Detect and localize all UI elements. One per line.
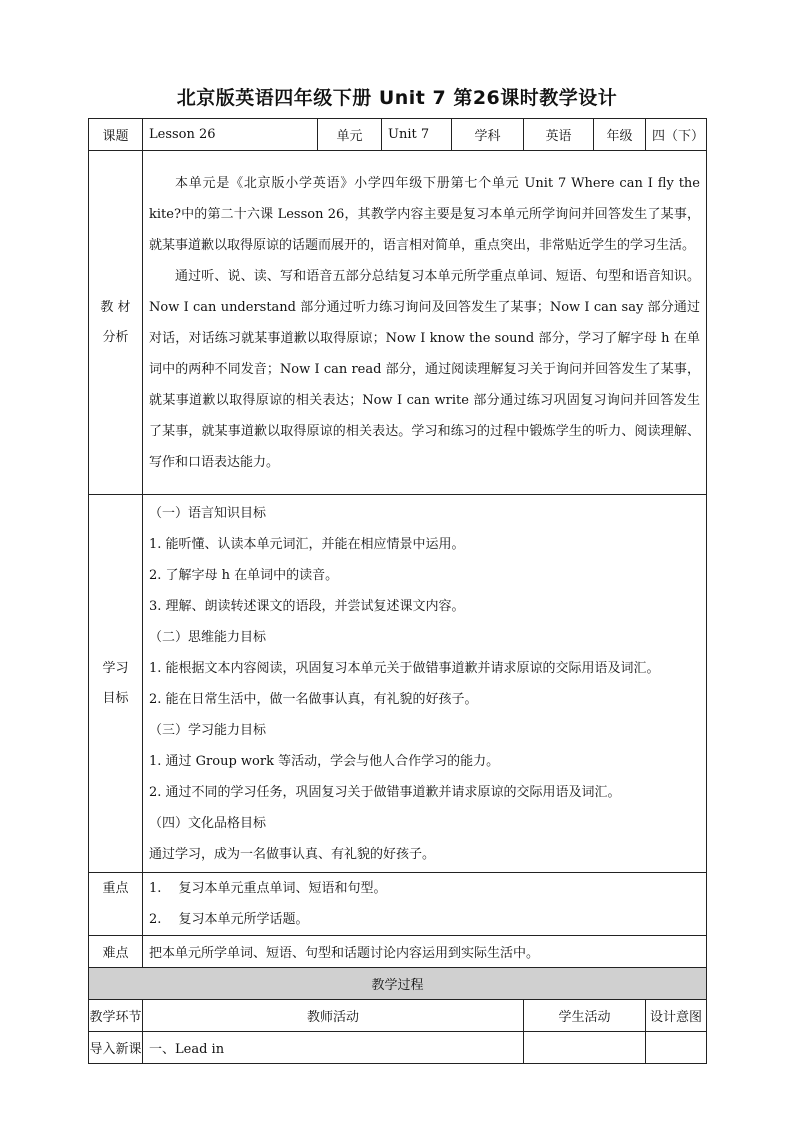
key-point-item: 1. 复习本单元重点单词、短语和句型。	[149, 881, 387, 896]
objective-line: 通过学习，成为一名做事认真、有礼貌的好孩子。	[149, 846, 436, 862]
student-activity-cell	[524, 1032, 646, 1064]
subject-label: 学科	[452, 119, 524, 151]
objectives-label-line1: 学习	[102, 660, 129, 676]
objective-line: 1. 能根据文本内容阅读，巩固复习本单元关于做错事道歉并请求原谅的交际用语及词汇。	[149, 660, 660, 676]
analysis-row	[89, 151, 707, 495]
col-stage-header: 教学环节	[89, 1000, 143, 1032]
analysis-label-line2: 分析	[102, 329, 129, 345]
objectives-row	[89, 495, 707, 873]
col-intent-header: 设计意图	[646, 1000, 707, 1032]
header-row	[89, 119, 707, 151]
key-points-label: 重点	[89, 873, 143, 936]
teacher-activity-cell: 一、Lead in	[143, 1032, 524, 1064]
analysis-paragraph: 本单元是《北京版小学英语》小学四年级下册第七个单元 Unit 7 Where can I fly the kite?中的第二十六课 Lesson 26，其教学内容主要是复习本单元所学询问并回答发生了某事，就某事道歉以取得原谅的话题而展开的，语言相对简单，重点突出，非常贴近学生的学习生活。	[149, 175, 700, 253]
grade-value: 四（下）	[646, 119, 707, 151]
key-points-content	[143, 873, 707, 936]
col-teacher-header: 教师活动	[143, 1000, 524, 1032]
objective-line: 2. 通过不同的学习任务，巩固复习关于做错事道歉并请求原谅的交际用语及词汇。	[149, 784, 621, 800]
design-intent-cell	[646, 1032, 707, 1064]
analysis-content	[143, 151, 707, 495]
analysis-label-line1: 教 材	[100, 299, 131, 315]
objectives-content	[143, 495, 707, 873]
key-points-row	[89, 873, 707, 936]
objective-line: （二）思维能力目标	[149, 629, 267, 645]
stage-cell: 导入新课	[89, 1032, 143, 1064]
objective-line: 2. 能在日常生活中，做一名做事认真，有礼貌的好孩子。	[149, 691, 478, 707]
process-row	[89, 1032, 707, 1064]
difficulty-content: 把本单元所学单词、短语、句型和话题讨论内容运用到实际生活中。	[143, 936, 707, 968]
objective-line: （一）语言知识目标	[149, 505, 267, 521]
col-student-header: 学生活动	[524, 1000, 646, 1032]
grade-label: 年级	[594, 119, 646, 151]
objectives-label-line2: 目标	[102, 690, 129, 706]
subject-value: 英语	[524, 119, 594, 151]
objective-line: （四）文化品格目标	[149, 815, 267, 831]
key-point-item: 2. 复习本单元所学话题。	[149, 912, 309, 927]
course-label: 课题	[89, 119, 143, 151]
course-value: Lesson 26	[143, 119, 318, 151]
objective-line: 2. 了解字母 h 在单词中的读音。	[149, 567, 339, 583]
objective-line: （三）学习能力目标	[149, 722, 267, 738]
analysis-label	[89, 151, 143, 495]
lesson-plan-table	[88, 118, 707, 1064]
unit-value: Unit 7	[382, 119, 452, 151]
process-heading-row	[89, 968, 707, 1000]
analysis-paragraph: 通过听、说、读、写和语音五部分总结复习本单元所学重点单词、短语、句型和语音知识。Now I can understand 部分通过听力练习询问及回答发生了某事；Now I can say 部分通过对话，对话练习就某事道歉以取得原谅；Now I know the sound 部分，学习了解字母 h 在单词中的两种不同发音；Now I can read 部分，通过阅读理解复习关于询问并回答发生了某事，就某事道歉以取得原谅的相关表达；Now I can write 部分通过练习巩固复习询问并回答发生了某事，就某事道歉以取得原谅的相关表达。学习和练习的过程中锻炼学生的听力、阅读理解、写作和口语表达能力。	[149, 268, 700, 470]
process-columns-row	[89, 1000, 707, 1032]
objective-line: 1. 通过 Group work 等活动，学会与他人合作学习的能力。	[149, 753, 500, 769]
objective-line: 1. 能听懂、认读本单元词汇，并能在相应情景中运用。	[149, 536, 465, 552]
difficulty-label: 难点	[89, 936, 143, 968]
objectives-label	[89, 495, 143, 873]
document-title: 北京版英语四年级下册 Unit 7 第26课时教学设计	[176, 87, 618, 109]
objective-line: 3. 理解、朗读转述课文的语段，并尝试复述课文内容。	[149, 598, 465, 614]
process-heading: 教学过程	[89, 968, 707, 1000]
difficulty-row	[89, 936, 707, 968]
unit-label: 单元	[318, 119, 382, 151]
